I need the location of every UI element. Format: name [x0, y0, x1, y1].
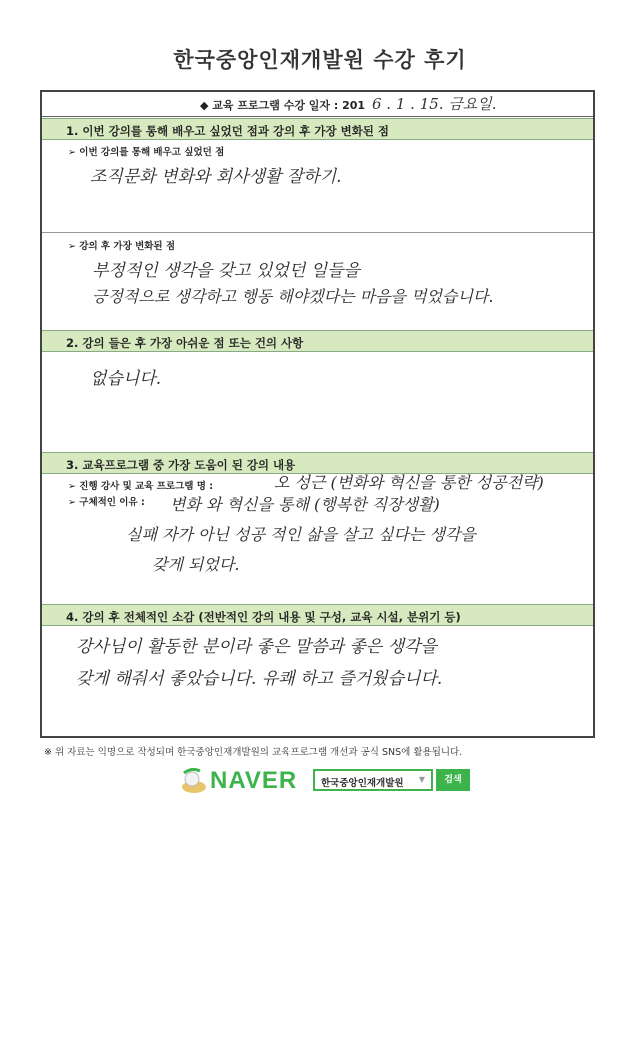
footnote: ※ 위 자료는 익명으로 작성되며 한국중앙인재개발원의 교육프로그램 개선과 공식 SNS에 활용됩니다.: [44, 747, 463, 758]
search-input[interactable]: [313, 769, 433, 791]
review-form: [40, 90, 595, 738]
section-1-answer-2-line-1: 부정적인 생각을 갖고 있었던 일들을: [92, 261, 360, 281]
section-1-heading: 1. 이번 강의를 통해 배우고 싶었던 점과 강의 후 가장 변화된 점: [42, 118, 593, 140]
divider: [42, 232, 593, 233]
section-3-answer-2-line-3: 갖게 되었다.: [152, 555, 240, 574]
naver-logo: NAVER: [210, 767, 298, 794]
page-title: 한국중앙인재개발원 수강 후기: [173, 48, 467, 72]
section-1-answer-2-line-2: 긍정적으로 생각하고 행동 해야겠다는 마음을 먹었습니다.: [92, 287, 494, 306]
search-value: 한국중앙인재개발원: [321, 778, 404, 789]
section-4-answer-line-1: 강사님이 활동한 분이라 좋은 말씀과 좋은 생각을: [76, 637, 437, 657]
section-2-heading: 2. 강의 들은 후 가장 아쉬운 점 또는 건의 사항: [42, 330, 593, 352]
section-3-heading: 3. 교육프로그램 중 가장 도움이 된 강의 내용: [42, 452, 593, 474]
search-button[interactable]: 검색: [436, 769, 470, 791]
date-label: ◆ 교육 프로그램 수강 일자 : 201: [200, 99, 366, 112]
chevron-down-icon: ▼: [418, 775, 425, 784]
section-1-sub-1: ➢ 이번 강의를 통해 배우고 싶었던 점: [68, 147, 225, 158]
section-4-heading: 4. 강의 후 전체적인 소감 (전반적인 강의 내용 및 구성, 교육 시설, 분위기 등): [42, 604, 593, 626]
section-1-sub-2: ➢ 강의 후 가장 변화된 점: [68, 241, 176, 252]
section-1-answer-1: 조직문화 변화와 회사생활 잘하기.: [90, 167, 342, 187]
naver-mascot-icon: [178, 765, 210, 797]
date-bar: [42, 92, 593, 117]
section-4-answer-line-2: 갖게 해줘서 좋았습니다. 유쾌 하고 즐거웠습니다.: [76, 669, 443, 689]
section-3-answer-1: 오 성근 (변화와 혁신을 통한 성공전략): [274, 473, 544, 492]
section-3-answer-2-line-1: 변화 와 혁신을 통해 (행복한 직장생활): [170, 495, 440, 514]
date-value: 6 . 1 . 15. 금요일.: [372, 95, 497, 113]
section-3-sub-1: ➢ 진행 강사 및 교육 프로그램 명 :: [68, 481, 214, 492]
section-3-answer-2-line-2: 실패 자가 아닌 성공 적인 삶을 살고 싶다는 생각을: [126, 525, 476, 544]
section-3-sub-2: ➢ 구체적인 이유 :: [68, 497, 145, 508]
section-2-answer: 없습니다.: [90, 369, 162, 389]
